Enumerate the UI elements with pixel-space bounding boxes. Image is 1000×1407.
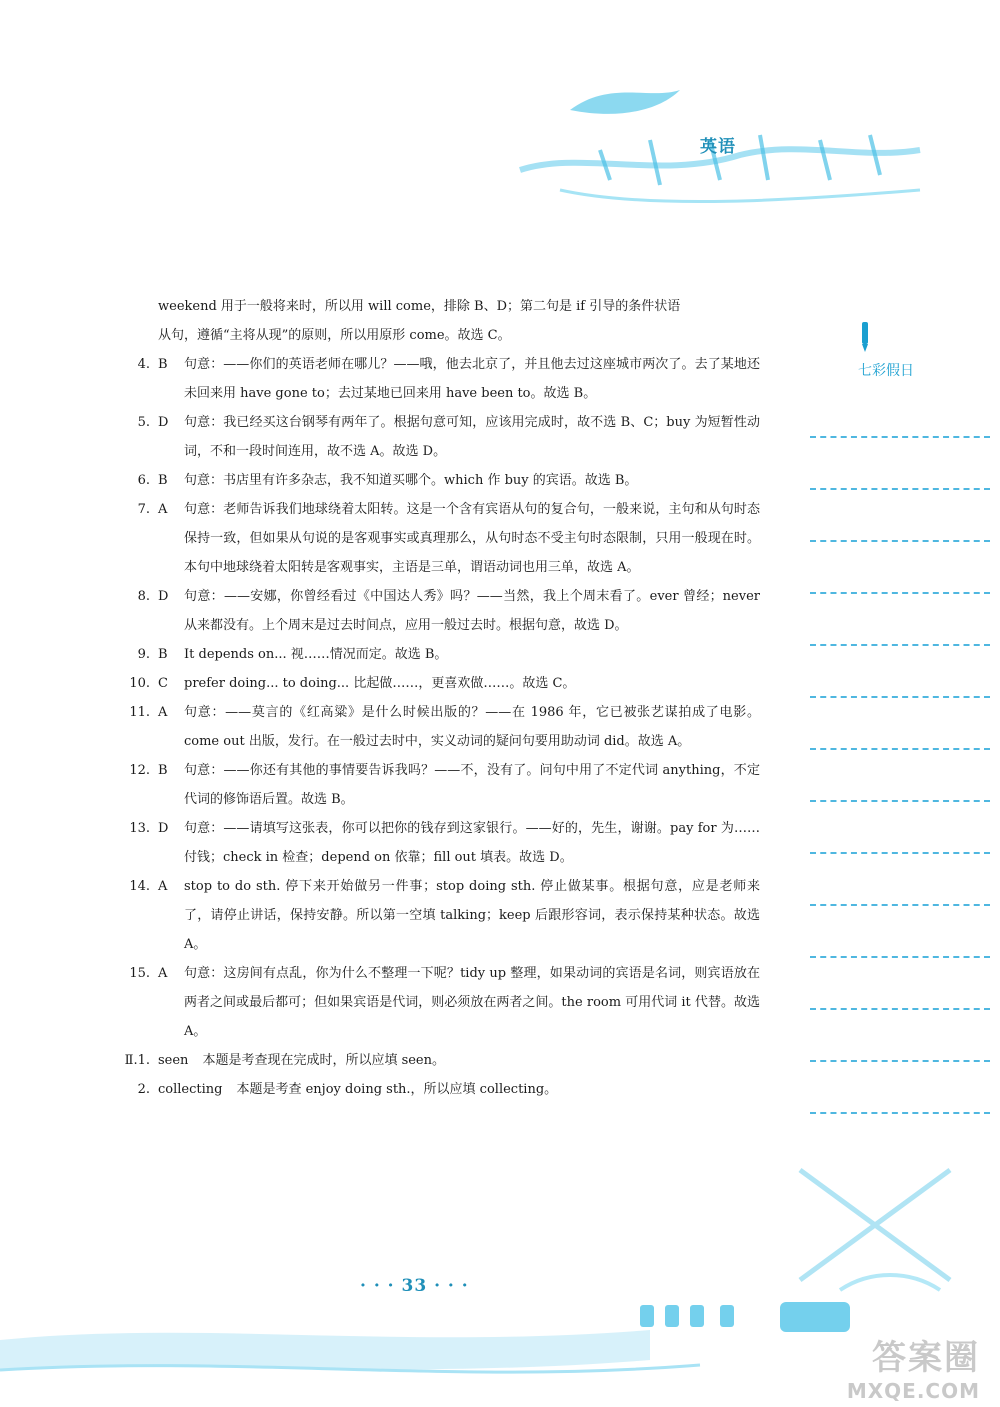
item-explanation: 句意：我已经买这台钢琴有两年了。根据句意可知，应该用完成时，故不选 B、C；buy 为短暂性动词，不和一段时间连用，故不选 A。故选 D。 xyxy=(184,415,760,459)
watermark-title: 答案圈 xyxy=(872,1338,980,1378)
item-explanation: 句意：——莫言的《红高粱》是什么时候出版的？——在 1986 年，它已被张艺谋拍成了电影。come out 出版，发行。在一般过去时中，实义动词的疑问句要用助动词 did。故选 A。 xyxy=(184,705,760,749)
lower-right-decoration xyxy=(780,1160,980,1300)
note-line xyxy=(810,696,990,698)
answer-item-4 xyxy=(110,350,760,408)
item-answer: A xyxy=(158,502,168,517)
answer-item-15 xyxy=(110,959,760,1046)
note-line xyxy=(810,488,990,490)
note-line xyxy=(810,644,990,646)
answer-item-9 xyxy=(110,640,760,669)
note-line xyxy=(810,748,990,750)
lead-line-2: 从句，遵循“主将从现”的原则，所以用原形 come。故选 C。 xyxy=(158,328,511,343)
section-2-item-1 xyxy=(70,1046,760,1075)
pen-icon xyxy=(850,320,880,354)
sidebar-brand xyxy=(830,320,950,380)
item-answer: A xyxy=(158,705,168,720)
item-number: 11. xyxy=(129,705,150,720)
note-line xyxy=(810,1112,990,1114)
answer-item-5 xyxy=(110,408,760,466)
item-explanation: stop to do sth. 停下来开始做另一件事；stop doing sth. 停止做某事。根据句意，应是老师来了，请停止讲话，保持安静。所以第一空填 talking；keep 后跟形容词，表示保持某种状态。故选 A。 xyxy=(184,879,760,952)
item-number: 5. xyxy=(137,415,150,430)
fill-answer: seen xyxy=(158,1053,189,1068)
item-answer: B xyxy=(158,357,168,372)
item-answer: A xyxy=(158,879,168,894)
item-explanation: 句意：老师告诉我们地球绕着太阳转。这是一个含有宾语从句的复合句，一般来说，主句和从句时态保持一致，但如果从句说的是客观事实或真理那么，从句时态不受主句时态限制，只用一般现在时。本句中地球绕着太阳转是客观事实，主语是三单，谓语动词也用三单，故选 A。 xyxy=(184,502,760,575)
item-explanation: 句意：——你还有其他的事情要告诉我吗？——不，没有了。问句中用了不定代词 anything，不定代词的修饰语后置。故选 B。 xyxy=(184,763,760,807)
item-explanation: 句意：——安娜，你曾经看过《中国达人秀》吗？——当然，我上个周末看了。ever 曾经；never 从来都没有。上个周末是过去时间点，应用一般过去时。根据句意，故选 D。 xyxy=(184,589,760,633)
answer-list xyxy=(110,350,760,1046)
answer-item-7 xyxy=(110,495,760,582)
brand-label: 七彩假日 xyxy=(858,363,914,379)
item-number: 2. xyxy=(137,1082,150,1097)
item-explanation: 句意：——你们的英语老师在哪儿？——哦，他去北京了，并且他去过这座城市两次了。去了某地还未回来用 have gone to；去过某地已回来用 have been to。故选 B。 xyxy=(184,357,760,401)
item-answer: D xyxy=(158,821,169,836)
answer-content xyxy=(110,292,760,1104)
note-lines xyxy=(810,436,995,1164)
item-answer: D xyxy=(158,589,169,604)
note-line xyxy=(810,592,990,594)
subject-label: 英语 xyxy=(700,137,736,157)
fill-answer: collecting xyxy=(158,1082,223,1097)
answer-item-14 xyxy=(110,872,760,959)
note-line xyxy=(810,540,990,542)
item-answer: B xyxy=(158,763,168,778)
note-line xyxy=(810,1008,990,1010)
item-answer: B xyxy=(158,473,168,488)
item-explanation: 句意：书店里有许多杂志，我不知道买哪个。which 作 buy 的宾语。故选 B。 xyxy=(184,473,638,488)
item-answer: C xyxy=(158,676,168,691)
section-roman: Ⅱ. xyxy=(124,1053,138,1068)
item-number: 8. xyxy=(137,589,150,604)
item-number: 13. xyxy=(129,821,150,836)
section-2-number xyxy=(70,1046,158,1075)
header-decoration xyxy=(500,40,980,240)
item-number: 15. xyxy=(129,966,150,981)
item-explanation: 本题是考查 enjoy doing sth.，所以应填 collecting。 xyxy=(236,1082,558,1097)
item-explanation: 本题是考查现在完成时，所以应填 seen。 xyxy=(202,1053,446,1068)
item-explanation: 句意：这房间有点乱，你为什么不整理一下呢？tidy up 整理，如果动词的宾语是名词，则宾语放在两者之间或最后都可；但如果宾语是代词，则必须放在两者之间。the room 可用代词 it 代替。故选 A。 xyxy=(184,966,760,1039)
item-number: 14. xyxy=(129,879,150,894)
answer-item-6 xyxy=(110,466,760,495)
note-line xyxy=(810,956,990,958)
watermark-url: MXQE.COM xyxy=(846,1379,980,1403)
item-number: 9. xyxy=(137,647,150,662)
answer-item-12 xyxy=(110,756,760,814)
answer-item-8 xyxy=(110,582,760,640)
section-2-item-2 xyxy=(110,1075,760,1104)
item-explanation: prefer doing... to doing... 比起做……，更喜欢做……。故选 C。 xyxy=(184,676,576,691)
page-number: · · · 33 · · · xyxy=(360,1276,469,1296)
note-line xyxy=(810,1060,990,1062)
item-number: 10. xyxy=(129,676,150,691)
item-answer: D xyxy=(158,415,169,430)
item-answer: B xyxy=(158,647,168,662)
item-explanation: It depends on... 视……情况而定。故选 B。 xyxy=(184,647,448,662)
lead-line-1: weekend 用于一般将来时，所以用 will come，排除 B、D；第二句是 if 引导的条件状语 xyxy=(158,299,681,314)
answer-item-11 xyxy=(110,698,760,756)
note-line xyxy=(810,904,990,906)
item-explanation: 句意：——请填写这张表，你可以把你的钱存到这家银行。——好的，先生，谢谢。pay for 为……付钱；check in 检查；depend on 依靠；fill out 填表。故选 D。 xyxy=(184,821,760,865)
item-number: 4. xyxy=(137,357,150,372)
answer-item-13 xyxy=(110,814,760,872)
watermark xyxy=(847,1330,980,1403)
note-line xyxy=(810,436,990,438)
item-answer: A xyxy=(158,966,168,981)
item-number: 6. xyxy=(137,473,150,488)
answer-item-10 xyxy=(110,669,760,698)
note-line xyxy=(810,852,990,854)
note-line xyxy=(810,800,990,802)
item-number: 7. xyxy=(137,502,150,517)
item-number: 12. xyxy=(129,763,150,778)
item-number: 1. xyxy=(137,1053,150,1068)
